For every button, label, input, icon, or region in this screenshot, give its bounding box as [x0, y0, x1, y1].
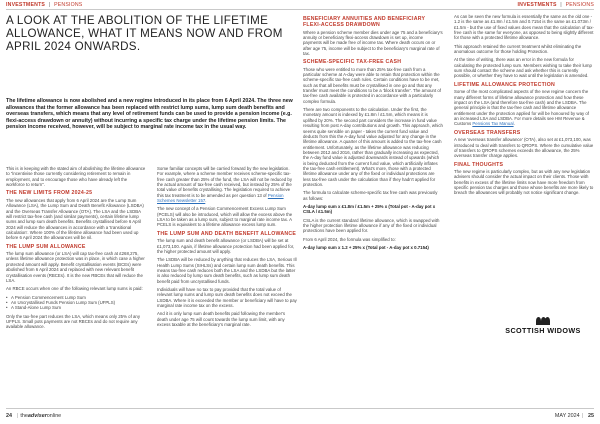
subheading: OVERSEAS TRANSFERS	[454, 129, 521, 136]
section-name: INVESTMENTS	[6, 2, 46, 8]
paragraph: An RBCE occurs when one of the following relevant lump sums is paid:	[6, 286, 143, 292]
article-lead: The lifetime allowance is now abolished and a new regime introduced in its place from 6 April 2024. The three new allowances that the former allowance has been replaced with restrict lump sums, lump sum death benefits and overseas transfers, which means that any level of retirement funds can be used to provide a pension income (e.g. flexi-access drawdown or annuity) without incurring a specific tax charge under the lifetime pension limits. The pension income received, however, will be subject to marginal rate income tax in the usual way.	[6, 98, 293, 131]
page-number: 24	[6, 413, 12, 419]
brand-the: the	[20, 413, 28, 419]
section-label-left	[6, 2, 82, 8]
list-item: • A Pension Commencement Lump Sum	[6, 295, 146, 300]
paragraph: Those who were entitled to more than 25% tax-free cash from a particular scheme at A-day were able to retain that protection within the scheme-specific tax-free cash rules. Certain conditions have to be met, such as that all benefits must be crystallised in one go and that any transfer must meet the conditions to be a 'block transfer'. The amount of tax-free cash available is protected in accordance with a particularly complex formula.	[303, 66, 441, 104]
paragraph: Individuals will have no tax to pay provided that the total value of relevant lump sums and lump sum death benefits does not exceed the LSDBA. Where it is exceeded the member or beneficiary will have to pay marginal rate income tax on the excess.	[157, 287, 297, 309]
footer-separator: |	[17, 413, 19, 419]
right-page	[303, 14, 594, 406]
logo-text: SCOTTISH WIDOWS	[505, 326, 581, 335]
paragraph: A new 'overseas transfer allowance' (OTA), also set at £1,073,100, was introduced to deal with transfers to QROPS. Where the cumulative value of transfers to QROPS schemes exceeds the allowance, the 25% overseas transfer charge applies.	[454, 137, 594, 159]
section-name: INVESTMENTS	[517, 2, 557, 8]
brand-adviser: adviser	[27, 413, 47, 419]
pensions-tax-manual-link[interactable]: Pensions Tax Manual	[472, 121, 514, 127]
paragraph: Where a pension scheme member dies under age 75 and a beneficiary's annuity or beneficiary flexi-access drawdown is set up, income payments will be made free of income tax. Where death occurs on or after age 75, income will be subject to the beneficiary's marginal rate of tax.	[303, 29, 443, 56]
left-column-1	[6, 166, 146, 333]
brand-online: online	[46, 413, 62, 419]
paragraph: The new regime is particularly complex, but as with any new legislation advisers should consider the actual impact on their clients. Those with benefits in excess of the lifetime limits now have more freedom from specific pension tax charges and those whose benefits are more likely to breach the allowances will probably not notice significant change.	[454, 169, 594, 196]
paragraph: CSLA is the current standard lifetime allowance, which is swapped with the higher protection lifetime allowance if any of the fixed or individual protections have been applied for.	[303, 217, 440, 234]
paragraph: From 6 April 2024, the formula was simplified to:	[303, 236, 396, 242]
scottish-widows-logo	[505, 315, 581, 337]
paragraph: The LSDBA will be reduced by anything that reduces the LSA, Serious Ill Health Lump Sums (SIHLSs) and certain lump sum death benefits. This means tax-free cash reduces both the LSA and the LSDBA but the latter is also reduced by lump sum death benefits, such as lump sum death benefit paid from uncrystallised funds.	[157, 257, 297, 284]
left-page	[6, 14, 297, 406]
list-item: • An Uncrystallised Funds Pension Lump Sum (UFPLS)	[6, 300, 146, 305]
paragraph: This approach retained the current treatment whilst eliminating the anomalous outcome for those holding Protection.	[454, 43, 582, 55]
pension-schemes-newsletter-link[interactable]: Pension Schemes Newsletter 157	[157, 192, 284, 204]
page-number: 25	[588, 413, 594, 419]
paragraph: The new concept of a Pension Commencement Excess Lump Sum (PCELS) will also be introduced, which will allow the excess above the LSA to be taken as a lump sum, subject to marginal rate income tax. A PCELS is equivalent to a lifetime allowance excess lump sum.	[157, 206, 293, 228]
header-rule	[6, 9, 594, 10]
footer-left	[6, 413, 61, 419]
subheading: SCHEME-SPECIFIC TAX-FREE CASH	[303, 59, 402, 66]
paragraph: As can be seen the new formula is essentially the same as the old one - 1.2 is the same as £1.8m / £1.5m and 0.7154 is the same as £1.073m / £1.5m - but the use of fixed values does mean that the calculation of tax-free cash is the same for everyone, as opposed to being slightly different for those with a protected lifetime allowance.	[454, 14, 594, 41]
text: .	[205, 198, 207, 204]
subheading: FINAL THOUGHTS	[454, 161, 504, 168]
paragraph: And it is only lump sum death benefits paid following the member's death under age 75 will count towards the lump sum limit, with any excess taxable at the beneficiary's marginal rate.	[157, 311, 286, 328]
list-item: • A Stand-Alone Lump Sum	[6, 305, 146, 310]
subheading: BENEFICIARY ANNUITIES AND BENEFICIARY FLEXI-ACCESS DRAWDOWN	[303, 16, 426, 28]
paragraph	[454, 89, 594, 126]
footer-separator: |	[581, 413, 583, 419]
paragraph: The lump sum and death benefit allowance (or LSDBA) will be set at £1,073,100. Again, if lifetime allowance protection had been applied for, the higher protected amount will apply.	[157, 238, 295, 254]
paragraph: At the time of writing, there was an error in the new formula for calculating the protected lump sum. Members wishing to take their lump sum should contact the scheme and ask whether this is currently possible, or whether they have to wait until the legislation is amended.	[454, 57, 592, 79]
left-column-2	[157, 166, 297, 330]
paragraph	[157, 166, 297, 203]
subsection-name: PENSIONS	[565, 2, 594, 8]
paragraph: The formula to calculate scheme-specific tax free cash was previously as follows:	[303, 190, 438, 201]
relevant-lump-sums-list	[6, 295, 146, 311]
subsection-name: PENSIONS	[54, 2, 83, 8]
subheading: LIFETIME ALLOWANCE PROTECTION	[454, 81, 556, 88]
right-column-1	[303, 14, 443, 253]
article-title: A LOOK AT THE ABOLITION OF THE LIFETIME ALLOWANCE, WHAT IT MEANS NOW AND FROM APRIL 2024 ONWARDS.	[6, 14, 283, 53]
footer-right	[555, 413, 594, 419]
subheading: THE NEW LIMITS FROM 2024-25	[6, 190, 93, 197]
paragraph: Only the tax-free part reduces the LSA, which means only 25% of any UFPLS. Small pots payments are not RBCEs and do not require any available allowance.	[6, 313, 141, 330]
footer-rule	[6, 408, 594, 409]
paragraph: The lump sum allowance (or LSA) will cap tax-free cash at £268,275, unless lifetime allowance protection was in place, in which case a higher protected amount will apply. Benefit crystallisation events (BCEs) were abolished from 6 April 2024 and replaced with new relevant benefit crystallisation events (RBCEs). It is the new RBCEs that will reduce the LSA.	[6, 251, 145, 283]
issue-date: MAY 2024	[554, 413, 580, 419]
section-separator: |	[48, 2, 51, 8]
scottish-widows-logo-icon	[536, 317, 550, 325]
text: Some of the most complicated aspects of the new regime concern the many different forms of lifetime allowance protection and how these impact on the LSA (and therefore tax-free cash) and the LSDBA. The general principle is that the tax-free cash and lifetime allowance entitlement under the protection applied for will be honoured by way of an increased LSA and LSDBA. For more details see HM Revenue & Customs	[454, 89, 589, 127]
paragraph: The new allowances that apply from 6 April 2024 are the Lump Sum Allowance (LSA), the Lump Sum and Death Benefit Allowance (LSDBA) and the Overseas Transfer Allowance (OTA). The LSA and the LSDBA will restrict tax-free cash (and similar payments), certain lifetime lump sums and lump sum death benefits. Benefits crystallised before 6 April 2024 will reduce the allowances in accordance with a 'transitional calculation'. Where 100% of the lifetime allowance had been used up before 6 April 2024 the allowances will be nil.	[6, 197, 144, 241]
subheading: THE LUMP SUM ALLOWANCE	[6, 243, 86, 250]
right-column-2	[454, 14, 594, 199]
formula-new: A-day lump sum x 1.2 + 25% x (Total pot - A-day pot x 0.7154)	[303, 245, 429, 251]
text: Some familiar concepts will be carried forward by the new legislation. For example, where a scheme member receives scheme-specific tax-free cash greater than 25% of the fund, the LSA will not be reduced by the actual amount of tax-free cash received, but instead by 25% of the total value of benefits crystallising. The legislation required to achieve this tax treatment is to be amended as per question 13 of	[157, 166, 292, 198]
section-separator: |	[560, 2, 562, 8]
section-label-right	[518, 2, 594, 8]
subheading: THE LUMP SUM AND DEATH BENEFIT ALLOWANCE	[157, 230, 297, 237]
paragraph: There are two components to the calculation. Under the first, the monetary amount is indexed by £1.8m / £1.5m, which means it is uplifted by 20%. The second part considers the increase in fund value resulting from post A-day contributions and growth. This approach, which seems quite sensible on paper - takes the current fund value and deducts from this the A-day fund value adjusted for any change in the lifetime allowance. A quarter of this amount is added to the tax-free cash entitlement. Unfortunately, as the lifetime allowance was reducing between 2012 and 2016, rather than gradually increasing as expected, the A-day fund value is adjusted downwards instead of upwards (which is being deducted from the current fund value, which artificially inflates the tax-free cash entitlement). What's more, those with a protected lifetime allowance under any of the fixed or individual protections are less tax-free cash under the calculation than if they hadn't applied for protection.	[303, 107, 443, 187]
text: .	[513, 121, 515, 127]
formula-old: A-day lump sum x £1.8m / £1.5m + 25% x (Total pot - A-day pot x CSLA / £1.5m)	[303, 203, 436, 215]
paragraph: This is in keeping with the stated aim of abolishing the lifetime allowance to "incentivise those currently considering retirement to remain in employment, and to encourage those who have already left the workforce to return".	[6, 166, 146, 188]
